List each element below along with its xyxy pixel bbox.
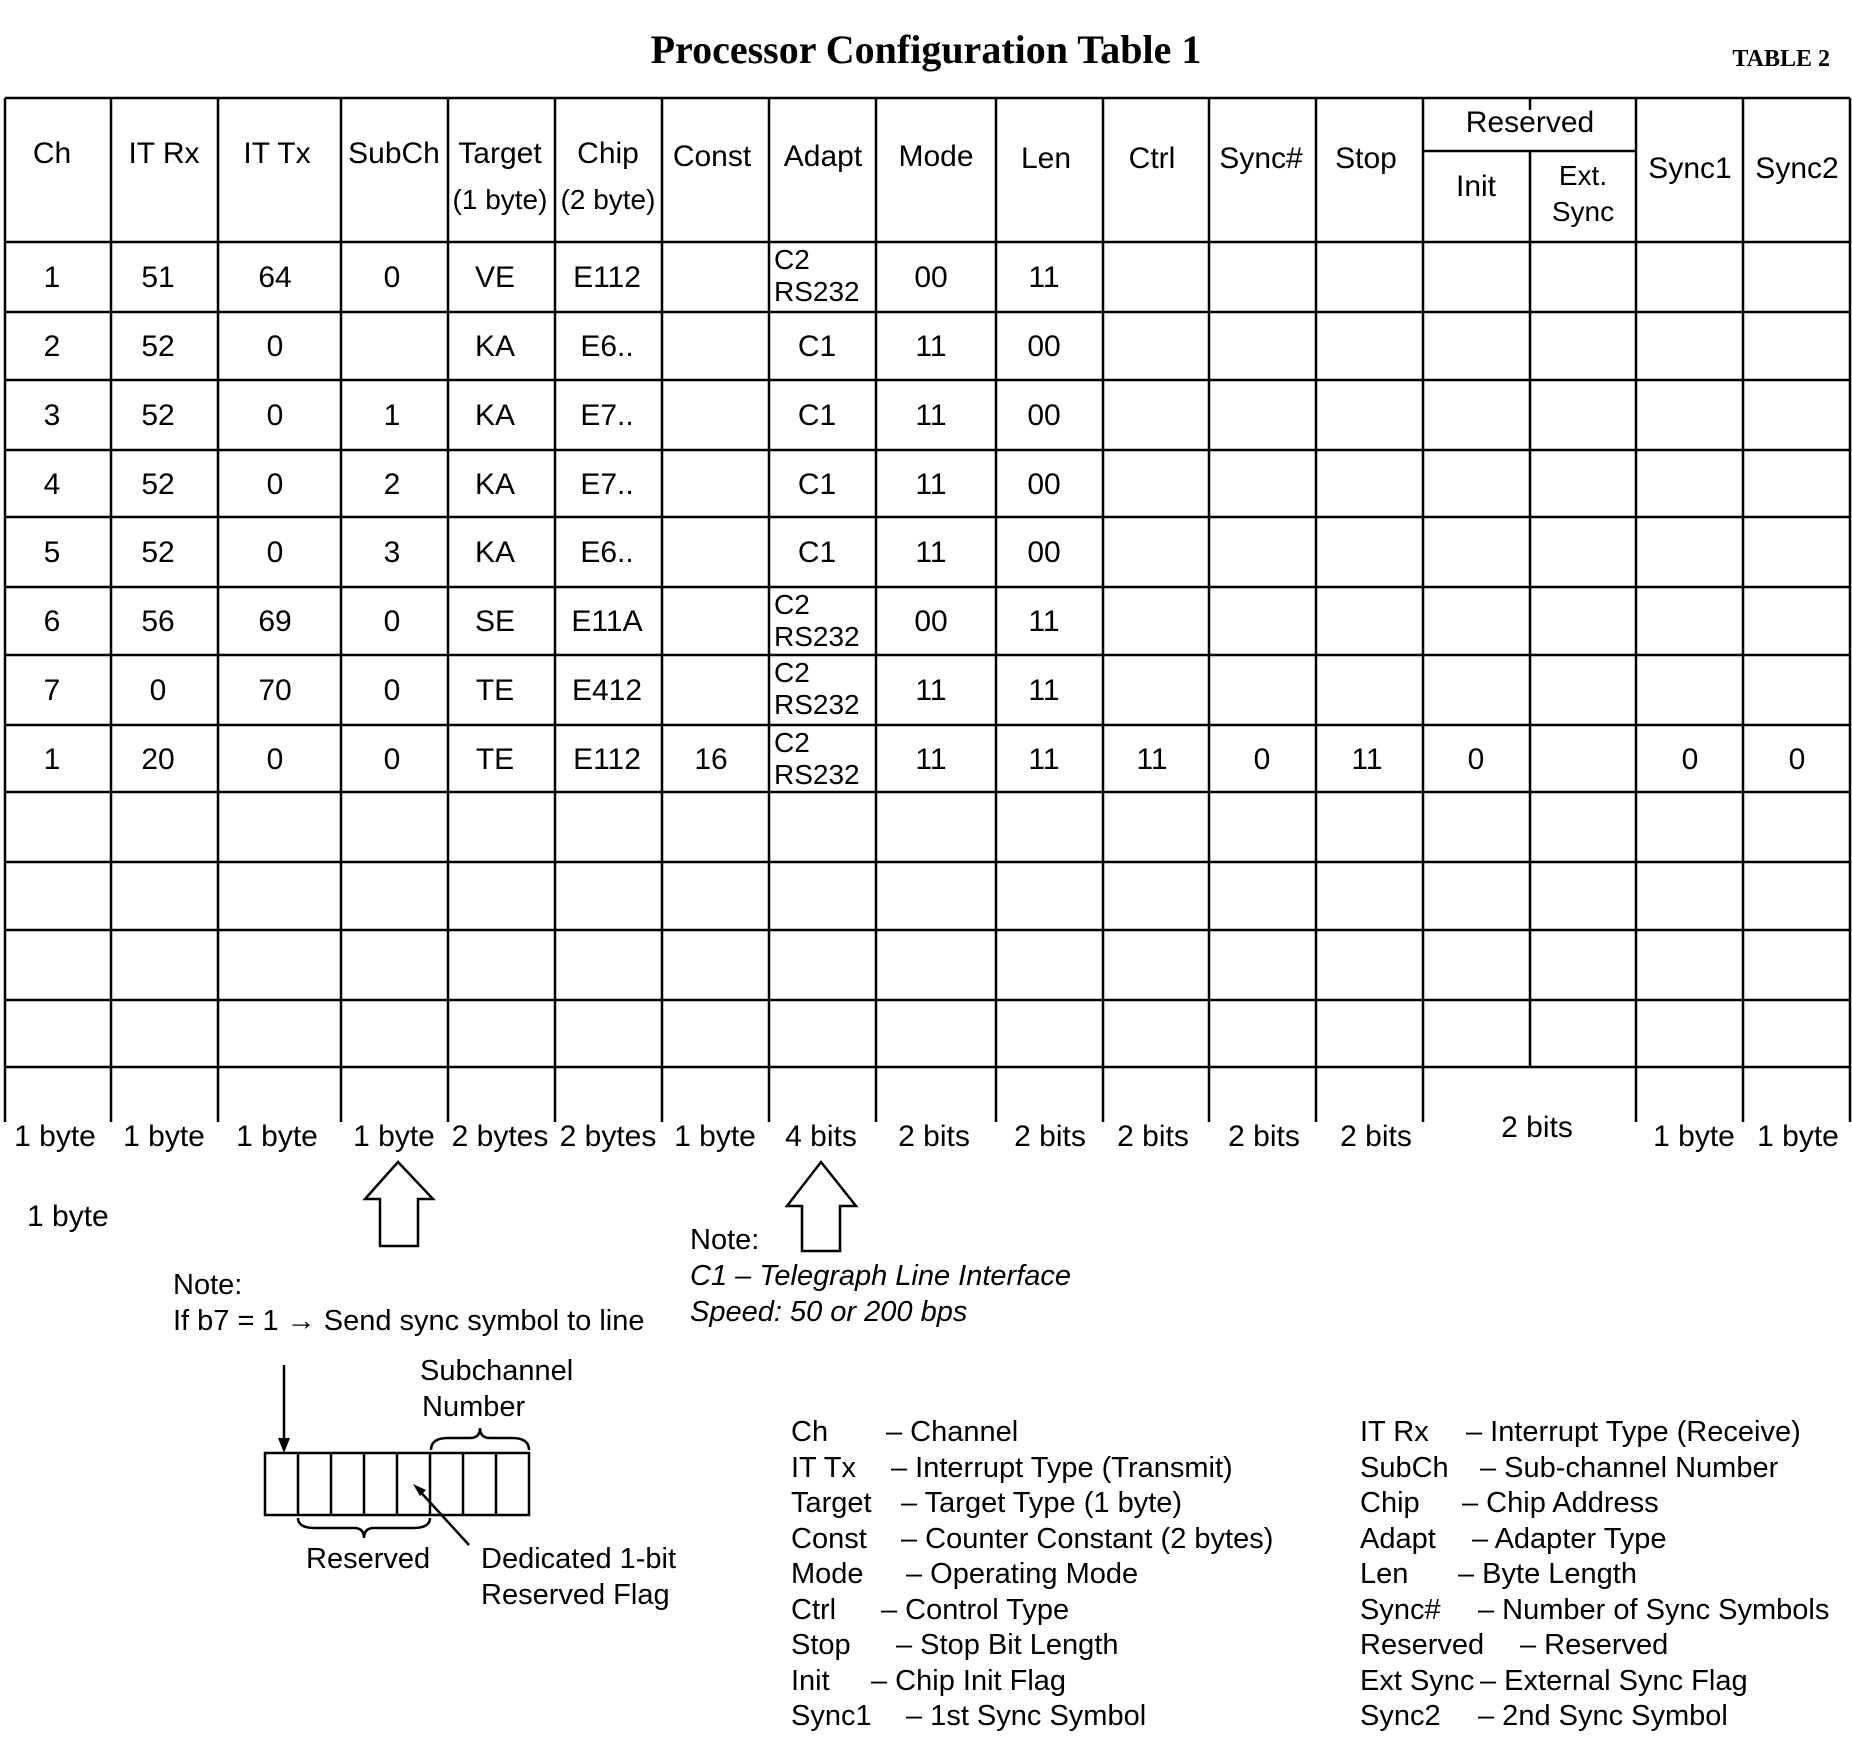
cell-adapt: C1 [797, 399, 837, 432]
header-chip: Chip [577, 137, 639, 170]
cell-subch: 3 [383, 536, 401, 569]
cell-target: KA [474, 399, 516, 432]
legend-row [1360, 1557, 1829, 1593]
cell-mode: 11 [915, 674, 947, 707]
cell-len: 11 [1028, 742, 1060, 776]
flag-label [481, 1541, 676, 1613]
legend-row [791, 1486, 1273, 1522]
cell-ittx: 0 [266, 399, 284, 432]
legend-key: Sync1 [791, 1700, 872, 1732]
header-ext-sync: Sync [1551, 196, 1615, 227]
subchannel-label-line2: Number [422, 1391, 526, 1423]
cell-target: KA [474, 467, 516, 501]
extra-size-label: 1 byte [27, 1200, 109, 1233]
legend-row [791, 1415, 1273, 1451]
cell-subch: 1 [383, 399, 401, 432]
size-label: 1 byte [353, 1120, 435, 1153]
legend-value: – Interrupt Type (Receive) [1466, 1416, 1801, 1448]
legend-key: SubCh [1360, 1451, 1449, 1484]
header-it-tx: IT Tx [243, 137, 311, 170]
cell-adapt-line2: RS232 [774, 759, 860, 790]
size-label: 1 byte [1653, 1120, 1735, 1153]
cell-ch: 2 [43, 330, 61, 363]
cell-ittx: 0 [266, 536, 284, 569]
size-label: 2 bits [1340, 1120, 1412, 1153]
legend-value: – Adapter Type [1472, 1522, 1667, 1555]
legend-row [1360, 1415, 1829, 1451]
cell-itrx: 0 [149, 674, 167, 707]
header-reserved: Reserved [1465, 106, 1595, 139]
legend-row [791, 1451, 1273, 1487]
size-label: 2 bits [1117, 1120, 1189, 1153]
size-label: 2 bits [1014, 1120, 1086, 1153]
cell-target: KA [474, 330, 516, 363]
cell-ittx: 0 [266, 742, 284, 776]
cell-chip: E6.. [580, 536, 634, 569]
legend-value: – External Sync Flag [1480, 1664, 1748, 1697]
legend-row [1360, 1451, 1829, 1487]
legend-row [1360, 1628, 1829, 1664]
legend-key: IT Tx [791, 1451, 856, 1484]
cell-sync2: 0 [1788, 742, 1806, 776]
header-target: Target [458, 137, 542, 170]
cell-subch: 0 [383, 261, 401, 294]
legend-row [791, 1557, 1273, 1593]
legend-value: – Interrupt Type (Transmit) [891, 1451, 1233, 1484]
cell-len: 00 [1027, 330, 1061, 363]
cell-const: 16 [694, 742, 728, 776]
header-chip-sub: (2 byte) [560, 184, 656, 215]
legend-value: – Sub-channel Number [1480, 1451, 1779, 1484]
cell-adapt: C1 [797, 536, 837, 569]
cell-adapt: C2 [774, 589, 810, 620]
legend-row [1360, 1664, 1829, 1700]
note-right-line2: Speed: 50 or 200 bps [690, 1296, 968, 1328]
cell-ch: 7 [43, 674, 61, 707]
header-ctrl: Ctrl [1128, 142, 1176, 175]
cell-adapt: C2 [774, 727, 810, 758]
size-label: 4 bits [785, 1120, 857, 1153]
size-label: 1 byte [674, 1120, 756, 1153]
header-subch: SubCh [348, 137, 440, 170]
cell-chip: E11A [571, 605, 643, 638]
cell-chip: E6.. [580, 330, 634, 363]
cell-ch: 6 [43, 605, 61, 638]
cell-len: 11 [1028, 605, 1060, 638]
cell-chip: E112 [573, 742, 641, 776]
cell-ittx: 70 [258, 674, 292, 707]
size-label: 1 byte [236, 1120, 318, 1153]
header-mode: Mode [898, 140, 974, 173]
cell-stop: 11 [1351, 742, 1383, 776]
cell-adapt-line2: RS232 [774, 689, 860, 720]
size-label: 2 bytes [451, 1120, 549, 1153]
cell-ch: 5 [43, 536, 61, 569]
legend-key: Ctrl [791, 1593, 837, 1626]
cell-subch: 0 [383, 605, 401, 638]
legend-value: – Number of Sync Symbols [1478, 1593, 1830, 1626]
cell-ittx: 0 [266, 467, 284, 501]
legend-key: Stop [791, 1629, 851, 1661]
cell-mode: 11 [915, 742, 947, 776]
legend-row [791, 1628, 1273, 1664]
flag-label-line1: Dedicated 1-bit [481, 1543, 677, 1575]
page-title: Processor Configuration Table 1 [650, 27, 1202, 72]
cell-target: TE [475, 674, 515, 707]
legend-right [1360, 1415, 1829, 1735]
legend-row [791, 1699, 1273, 1735]
legend-key: Init [791, 1664, 830, 1697]
note-left [173, 1267, 645, 1339]
cell-adapt: C1 [797, 330, 837, 363]
header-adapt: Adapt [783, 140, 863, 173]
cell-ittx: 0 [266, 330, 284, 363]
cell-itrx: 52 [141, 467, 175, 501]
legend-key: Target [791, 1487, 872, 1519]
cell-chip: E112 [573, 261, 641, 294]
cell-itrx: 56 [141, 605, 175, 638]
legend-row [1360, 1699, 1829, 1735]
cell-adapt-line2: RS232 [774, 621, 860, 652]
legend-key: Ch [791, 1416, 829, 1448]
legend-value: – Chip Address [1462, 1487, 1659, 1519]
cell-len: 11 [1028, 261, 1060, 294]
legend-value: – Chip Init Flag [871, 1664, 1067, 1697]
legend-value: – Stop Bit Length [896, 1629, 1119, 1661]
header-len: Len [1020, 142, 1072, 175]
size-label: 2 bits [898, 1120, 970, 1153]
flag-label-line2: Reserved Flag [481, 1579, 670, 1611]
cell-target: TE [475, 742, 515, 776]
cell-ch: 4 [43, 467, 61, 501]
cell-mode: 00 [914, 605, 948, 638]
cell-ch: 1 [43, 261, 61, 294]
legend-key: Adapt [1360, 1522, 1436, 1555]
header-target-sub: (1 byte) [452, 184, 548, 215]
cell-len: 00 [1027, 399, 1061, 432]
cell-mode: 11 [915, 330, 947, 363]
subchannel-label [420, 1353, 573, 1425]
size-label: 2 bytes [559, 1120, 657, 1153]
cell-ittx: 69 [258, 605, 292, 638]
legend-left [791, 1415, 1273, 1735]
note-right-line1: C1 – Telegraph Line Interface [690, 1260, 1072, 1292]
cell-len: 00 [1027, 536, 1061, 569]
cell-itrx: 52 [141, 399, 175, 432]
legend-key: Sync# [1360, 1593, 1441, 1626]
note-right-label: Note: [690, 1224, 760, 1256]
table-label: TABLE 2 [1732, 46, 1830, 72]
cell-mode: 11 [915, 467, 947, 501]
legend-row [791, 1664, 1273, 1700]
legend-key: Mode [791, 1558, 864, 1590]
header-const: Const [672, 140, 752, 173]
reserved-label: Reserved [306, 1543, 431, 1575]
legend-row [1360, 1486, 1829, 1522]
legend-value: – Counter Constant (2 bytes) [901, 1522, 1274, 1555]
legend-value: – Reserved [1520, 1629, 1669, 1661]
legend-value: – Control Type [881, 1593, 1070, 1626]
legend-row [1360, 1522, 1829, 1558]
legend-value: – 1st Sync Symbol [906, 1700, 1147, 1732]
cell-itrx: 51 [141, 261, 175, 294]
header-it-rx: IT Rx [128, 137, 200, 170]
legend-key: Sync2 [1360, 1700, 1441, 1732]
legend-row [791, 1593, 1273, 1629]
header-ext: Ext. [1558, 160, 1608, 191]
subchannel-label-line1: Subchannel [420, 1355, 574, 1387]
cell-chip: E7.. [580, 467, 634, 501]
cell-itrx: 52 [141, 330, 175, 363]
legend-row [791, 1522, 1273, 1558]
header-sync1: Sync1 [1648, 152, 1732, 185]
legend-value: – Byte Length [1458, 1558, 1637, 1590]
size-label: 1 byte [123, 1120, 205, 1153]
legend-key: Ext Sync [1360, 1664, 1475, 1697]
cell-adapt: C1 [797, 467, 837, 501]
cell-subch: 0 [383, 674, 401, 707]
legend-key: Chip [1360, 1487, 1420, 1519]
legend-key: Len [1360, 1558, 1409, 1590]
cell-target: KA [474, 536, 516, 569]
cell-mode: 00 [914, 261, 948, 294]
size-label: 2 bits [1501, 1111, 1573, 1144]
legend-value: – 2nd Sync Symbol [1478, 1700, 1728, 1732]
header-sync2: Sync2 [1755, 152, 1839, 185]
cell-target: VE [474, 261, 516, 294]
cell-ch: 1 [43, 742, 61, 776]
header-ch: Ch [32, 137, 72, 170]
legend-key: IT Rx [1360, 1416, 1429, 1448]
header-sync-num: Sync# [1219, 142, 1303, 175]
header-stop: Stop [1335, 142, 1397, 175]
note-left-text: If b7 = 1 → Send sync symbol to line [173, 1305, 645, 1337]
cell-ctrl: 11 [1136, 742, 1168, 776]
cell-sync1: 0 [1681, 742, 1699, 776]
cell-adapt: C2 [774, 657, 810, 688]
cell-itrx: 20 [141, 742, 175, 776]
cell-chip: E7.. [580, 399, 634, 432]
cell-mode: 11 [915, 536, 947, 569]
cell-ittx: 64 [258, 261, 292, 294]
cell-subch: 2 [383, 467, 401, 501]
header-init: Init [1455, 170, 1497, 203]
legend-value: – Operating Mode [906, 1558, 1139, 1590]
legend-value: – Channel [886, 1416, 1019, 1448]
size-label: 1 byte [1757, 1120, 1839, 1153]
legend-value: – Target Type (1 byte) [901, 1487, 1183, 1519]
cell-mode: 11 [915, 399, 947, 432]
size-label: 2 bits [1228, 1120, 1300, 1153]
cell-len: 11 [1028, 674, 1060, 707]
cell-adapt: C2 [774, 244, 810, 275]
note-right [690, 1222, 1071, 1330]
legend-key: Reserved [1360, 1629, 1485, 1661]
cell-itrx: 52 [141, 536, 175, 569]
legend-row [1360, 1593, 1829, 1629]
legend-key: Const [791, 1522, 867, 1555]
cell-ch: 3 [43, 399, 61, 432]
cell-subch: 0 [383, 742, 401, 776]
cell-len: 00 [1027, 467, 1061, 501]
cell-adapt-line2: RS232 [774, 276, 860, 307]
subch-arrow-icon [365, 1162, 433, 1246]
cell-syncn: 0 [1253, 742, 1271, 776]
note-left-label: Note: [173, 1269, 243, 1301]
cell-target: SE [474, 605, 516, 638]
cell-init: 0 [1467, 742, 1485, 776]
cell-chip: E412 [571, 674, 643, 707]
size-label: 1 byte [14, 1120, 96, 1153]
